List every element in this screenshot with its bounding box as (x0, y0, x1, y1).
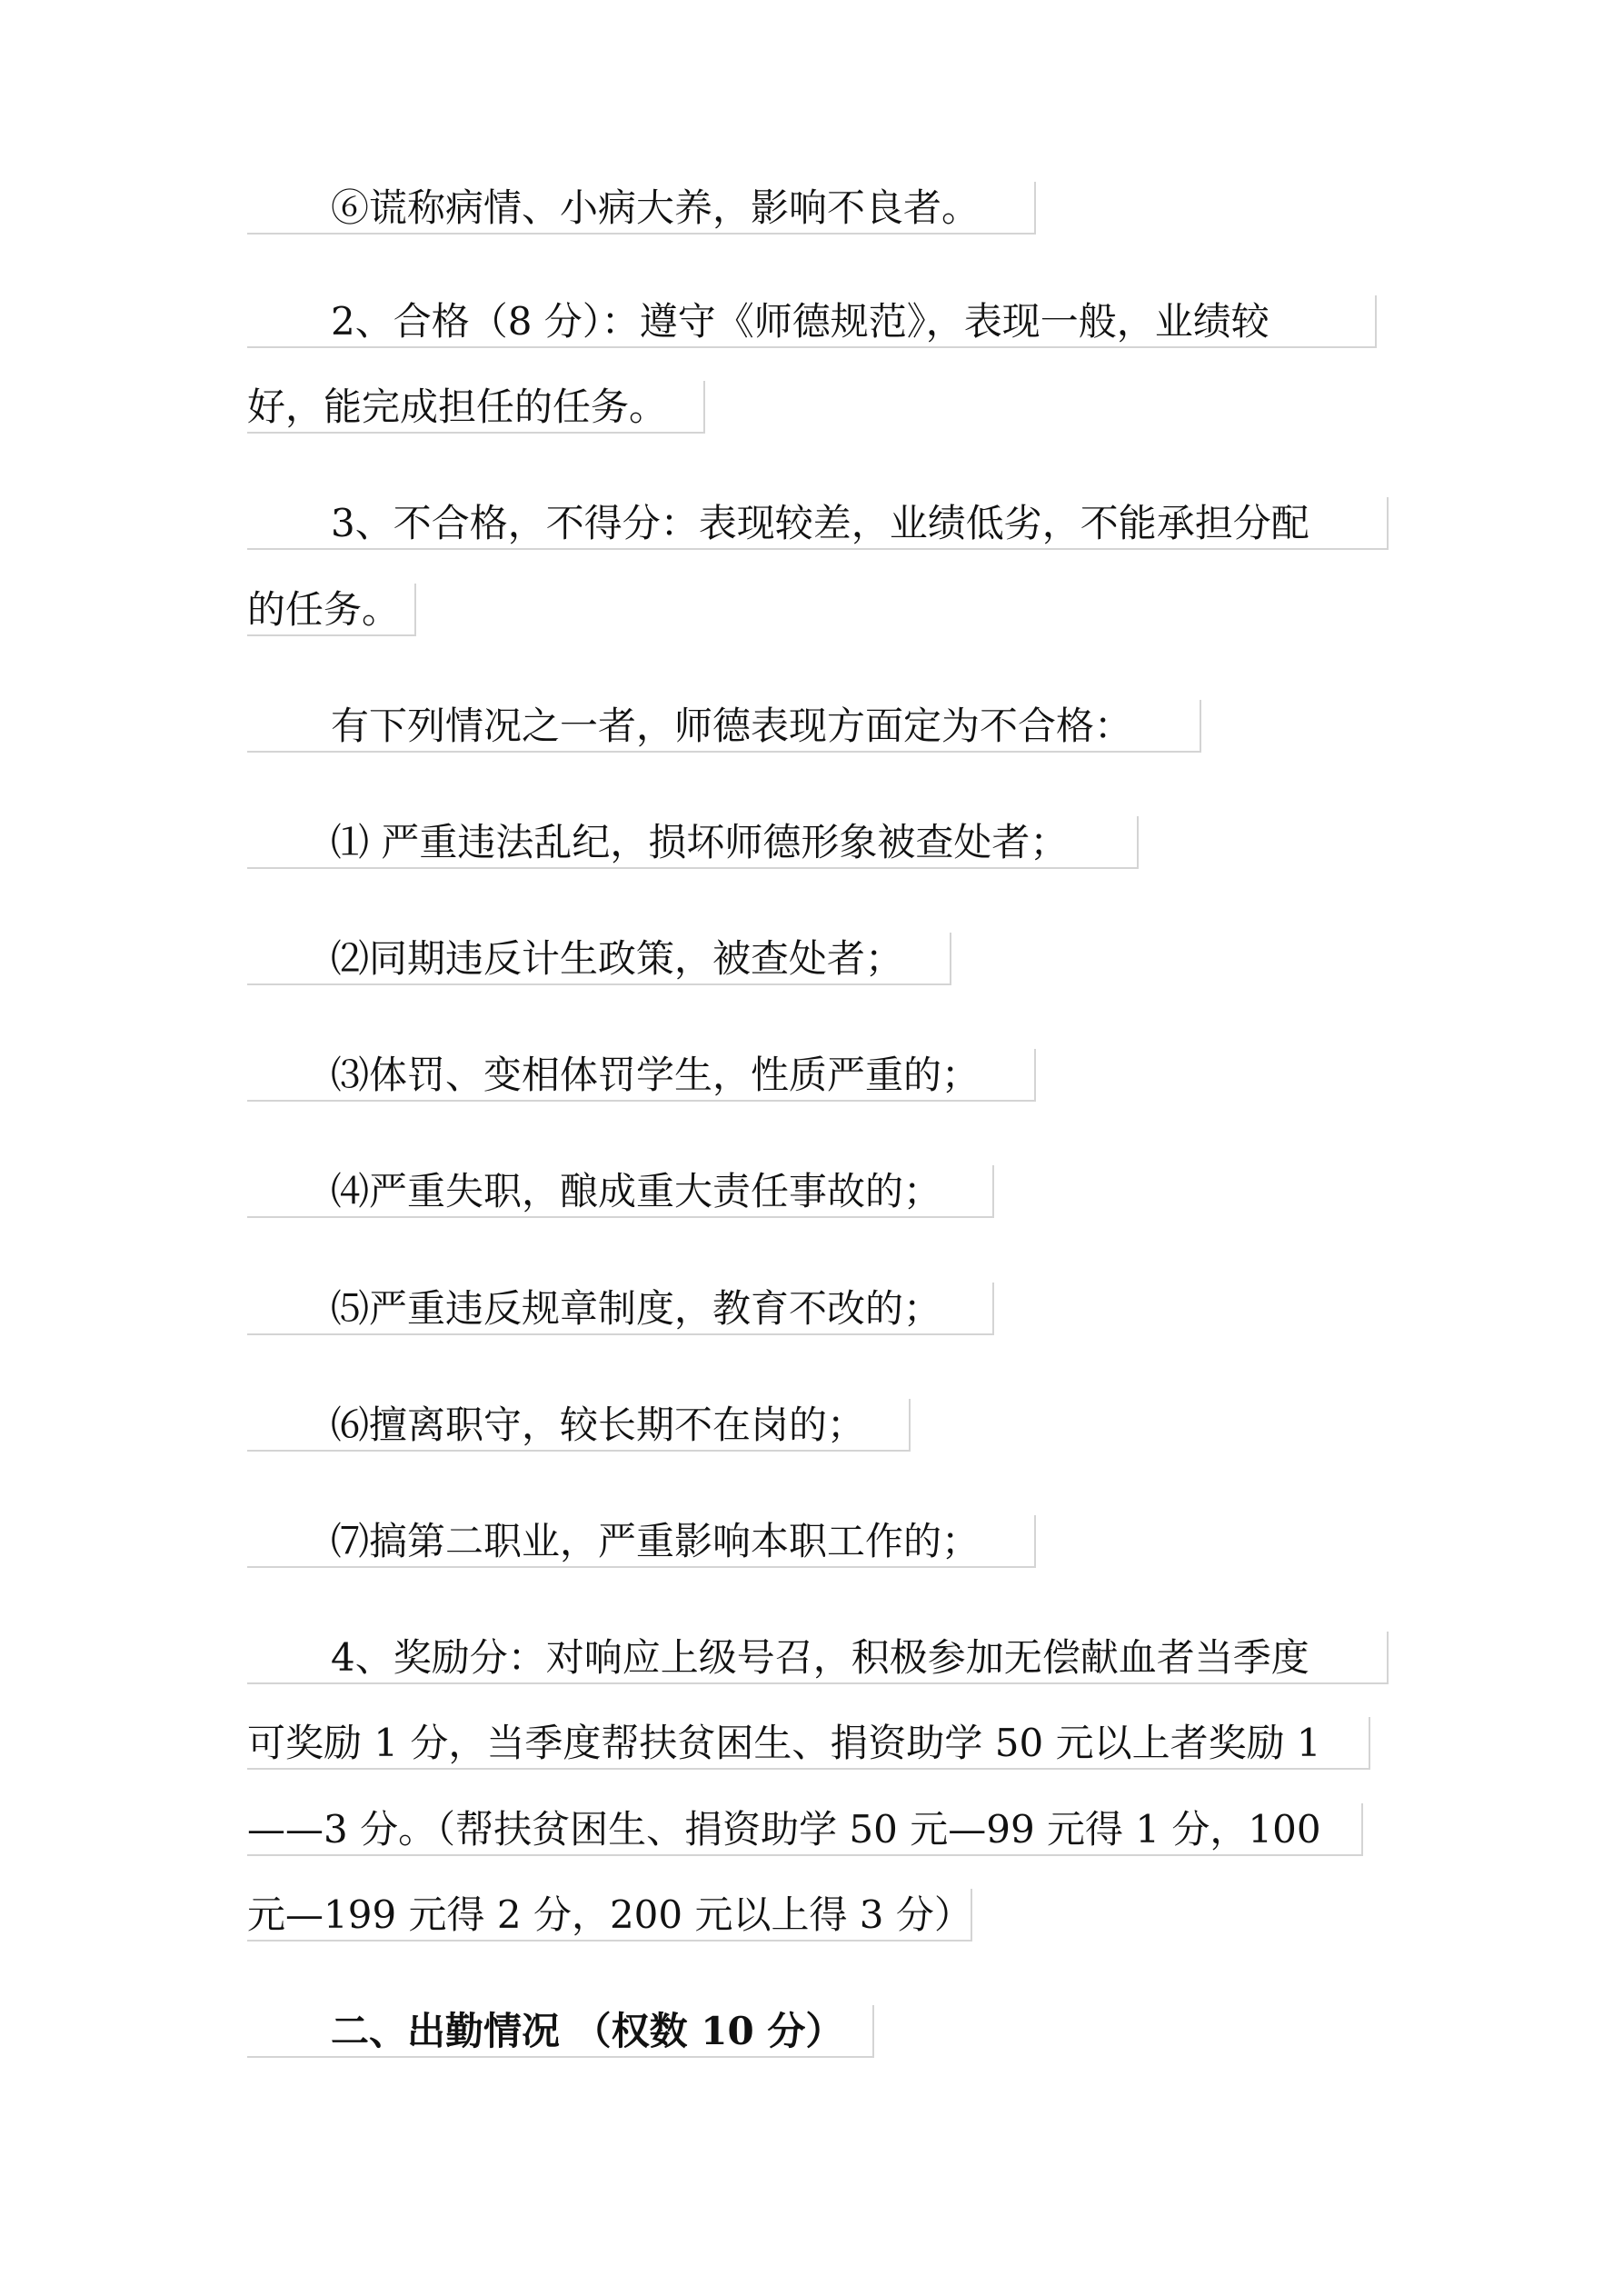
text-line-4 (247, 497, 1389, 550)
condition-1: ⑴ 严重违法乱纪，损坏师德形象被查处者； (331, 820, 1069, 864)
pass-grade-text: 2、合格（8 分）：遵守《师德规范》，表现一般，业绩较 (331, 299, 1270, 344)
text-line-3 (247, 381, 705, 434)
text-line-1 (247, 182, 1036, 235)
condition-4: ⑷严重失职，酿成重大责任事故的； (331, 1169, 942, 1213)
fail-conditions-intro: 有下列情况之一者，师德表现方面定为不合格： (331, 704, 1133, 748)
section-heading-text: 二、出勤情况 （权数 10 分） (331, 2009, 844, 2053)
text-line-10 (247, 1165, 994, 1218)
condition-3: ⑶体罚、变相体罚学生，性质严重的； (331, 1053, 981, 1097)
text-line-17 (247, 1889, 972, 1942)
condition-5: ⑸严重违反规章制度，教育不改的； (331, 1286, 942, 1331)
text-line-11 (247, 1283, 994, 1335)
condition-2: ⑵同期违反计生政策，被查处者； (331, 936, 904, 981)
text-line-15 (247, 1717, 1370, 1770)
text-line-12 (247, 1399, 911, 1452)
fail-grade-text: 3、不合格，不得分：表现较差，业绩低劣，不能承担分配 (331, 501, 1309, 545)
pass-grade-text-cont: 好，能完成担任的任务。 (247, 384, 668, 429)
text-line-16 (247, 1803, 1363, 1856)
text-line-8 (247, 933, 951, 985)
bonus-text-cont-3: 元—199 元得 2 分，200 元以上得 3 分） (247, 1892, 972, 1937)
item-6-text: ⑥谎称病情、小病大养，影响不良者。 (331, 185, 981, 230)
text-line-9 (247, 1049, 1036, 1102)
text-line-14 (247, 1632, 1389, 1684)
text-line-6 (247, 700, 1201, 753)
bonus-text-cont-2: ——3 分。（帮扶贫困生、捐资助学 50 元—99 元得 1 分，100 (247, 1807, 1321, 1852)
condition-7: ⑺搞第二职业，严重影响本职工作的； (331, 1519, 981, 1563)
bonus-text: 4、奖励分：对响应上级号召，积极参加无偿献血者当季度 (331, 1635, 1309, 1680)
condition-6: ⑹擅离职守，较长期不在岗的； (331, 1403, 866, 1447)
section-heading-attendance (247, 2005, 874, 2058)
text-line-13 (247, 1515, 1036, 1568)
bonus-text-cont-1: 可奖励 1 分，当季度帮扶贫困生、捐资助学 50 元以上者奖励 1 (247, 1721, 1321, 1765)
text-line-2 (247, 295, 1377, 348)
text-line-7 (247, 816, 1139, 869)
fail-grade-text-cont: 的任务。 (247, 587, 401, 632)
text-line-5 (247, 584, 416, 636)
